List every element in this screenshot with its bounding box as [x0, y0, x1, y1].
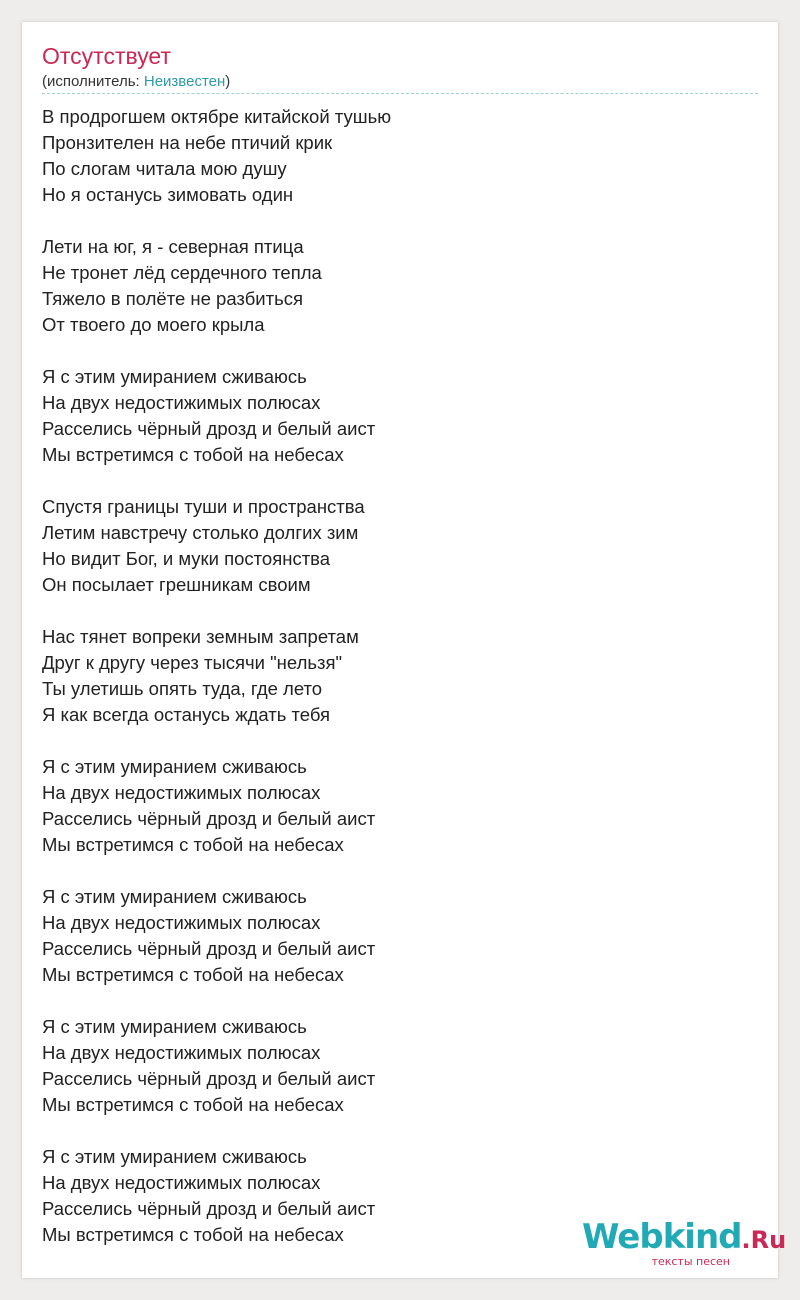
- artist-prefix: (исполнитель:: [42, 73, 144, 90]
- lyric-line: Ты улетишь опять туда, где лето: [42, 678, 323, 699]
- lyric-line: Тяжело в полёте не разбиться: [42, 288, 304, 309]
- stanza: [42, 104, 742, 208]
- lyric-line: Мы встретимся с тобой на небесах: [42, 1224, 344, 1245]
- lyric-line: На двух недостижимых полюсах: [42, 392, 321, 413]
- lyric-line: На двух недостижимых полюсах: [42, 1172, 321, 1193]
- lyric-line: Расселись чёрный дрозд и белый аист: [42, 808, 376, 829]
- artist-suffix: ): [225, 73, 231, 90]
- lyric-line: Расселись чёрный дрозд и белый аист: [42, 938, 376, 959]
- dashed-divider: [42, 93, 758, 94]
- lyric-line: Мы встретимся с тобой на небесах: [42, 444, 344, 465]
- lyrics-card: [22, 22, 787, 1278]
- lyric-line: Но видит Бог, и муки постоянства: [42, 548, 331, 569]
- lyric-line: Я с этим умиранием сживаюсь: [42, 886, 307, 907]
- lyric-line: Не тронет лёд сердечного тепла: [42, 262, 322, 283]
- lyric-line: Я с этим умиранием сживаюсь: [42, 1146, 307, 1167]
- stanza: [42, 884, 742, 988]
- lyric-line: Расселись чёрный дрозд и белый аист: [42, 1198, 376, 1219]
- lyric-line: Расселись чёрный дрозд и белый аист: [42, 1068, 376, 1089]
- lyric-line: Мы встретимся с тобой на небесах: [42, 964, 344, 985]
- lyric-line: Лети на юг, я - северная птица: [42, 236, 304, 257]
- song-title: Отсутствует: [42, 43, 171, 69]
- lyric-line: Я с этим умиранием сживаюсь: [42, 366, 307, 387]
- logo-tld: .Ru: [741, 1226, 787, 1254]
- lyric-line: Друг к другу через тысячи "нельзя": [42, 652, 343, 673]
- logo-main-text: Webkind: [582, 1217, 742, 1257]
- lyric-line: Нас тянет вопреки земным запретам: [42, 626, 359, 647]
- stanza: [42, 234, 742, 338]
- lyric-line: Я как всегда останусь ждать тебя: [42, 704, 331, 725]
- lyric-line: На двух недостижимых полюсах: [42, 912, 321, 933]
- lyric-line: Расселись чёрный дрозд и белый аист: [42, 418, 376, 439]
- lyric-line: Летим навстречу столько долгих зим: [42, 522, 359, 543]
- lyric-line: Но я останусь зимовать один: [42, 184, 294, 205]
- site-logo[interactable]: [582, 1217, 787, 1270]
- artist-link[interactable]: Неизвестен: [143, 73, 226, 90]
- lyric-line: На двух недостижимых полюсах: [42, 1042, 321, 1063]
- stanza: [42, 494, 742, 598]
- logo-wordmark: [582, 1217, 787, 1259]
- lyric-line: В продрогшем октябре китайской тушью: [42, 106, 392, 127]
- stanza: [42, 624, 742, 728]
- lyric-line: Спустя границы туши и пространства: [42, 496, 365, 517]
- lyric-line: От твоего до моего крыла: [42, 314, 265, 335]
- lyric-line: Я с этим умиранием сживаюсь: [42, 1016, 307, 1037]
- logo-tagline: тексты песен: [651, 1255, 730, 1268]
- lyric-line: Пронзителен на небе птичий крик: [42, 132, 333, 153]
- lyric-line: Я с этим умиранием сживаюсь: [42, 756, 307, 777]
- lyrics-text: [42, 104, 742, 1274]
- lyric-line: Он посылает грешникам своим: [42, 574, 311, 595]
- stanza: [42, 1014, 742, 1118]
- lyric-line: Мы встретимся с тобой на небесах: [42, 834, 344, 855]
- stanza: [42, 754, 742, 858]
- artist-line: [42, 73, 230, 91]
- lyric-line: На двух недостижимых полюсах: [42, 782, 321, 803]
- stanza: [42, 364, 742, 468]
- lyric-line: По слогам читала мою душу: [42, 158, 287, 179]
- lyric-line: Мы встретимся с тобой на небесах: [42, 1094, 344, 1115]
